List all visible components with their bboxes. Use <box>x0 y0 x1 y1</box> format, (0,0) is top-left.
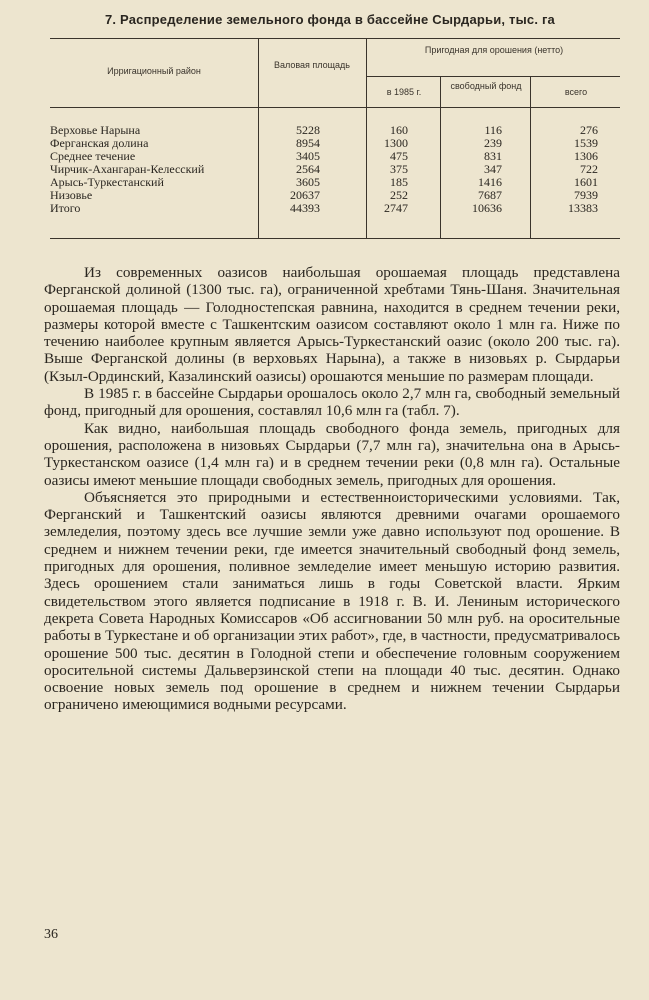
region-name: Среднее течение <box>50 150 136 163</box>
irrigated-1985-value: 375 <box>390 162 408 176</box>
page-number: 36 <box>44 927 58 942</box>
irrigated-1985-value: 475 <box>390 149 408 163</box>
table-row <box>50 150 620 163</box>
irrigated-1985-value: 252 <box>390 188 408 202</box>
gross-area-value: 5228 <box>296 123 320 137</box>
total-value: 276 <box>580 123 598 137</box>
table-row-total <box>50 202 620 215</box>
free-fund-value: 1416 <box>478 175 502 189</box>
total-value: 722 <box>580 162 598 176</box>
irrigated-1985-value: 160 <box>390 123 408 137</box>
free-fund-value: 347 <box>484 162 502 176</box>
table-row <box>50 137 620 150</box>
gross-area-value: 20637 <box>290 188 320 202</box>
header-1985: в 1985 г. <box>386 87 422 97</box>
table-row <box>50 189 620 202</box>
table-bottom-rule <box>50 238 620 239</box>
paragraph: Объясняется это природными и естественноисторическими условиями. Так, Ферганский и Ташкентский оазисы являются древними очагами орошаемого земледелия, поэтому здесь все лучшие земли уже давно используют под орошение. В среднем и нижнем течении реки, где имеется значительный свободный фонд земель, пригодных для орошения, поливное земледелие имеет меньшую историю развития. Здесь орошением стали заниматься лишь в годы Советской власти. Ярким свидетельством этого является подписание в 1918 г. В. И. Лениным исторического декрета Совета Народных Комиссаров «Об ассигновании 50 млн руб. на оросительные работы в Туркестане и об организации этих работ», где, в частности, предусматривалось орошение 500 тыс. десятин в Голодной степи и обеспечение головным сооружением оросительной системы Дальверзинской степи на площади 40 тыс. десятин. Однако освоение новых земель под орошение в среднем и нижнем течении Сырдарьи ограничено имеющимися водными ресурсами. <box>44 488 620 714</box>
table-header-rule <box>50 107 620 108</box>
free-fund-value: 116 <box>484 123 502 137</box>
paragraph: Из современных оазисов наибольшая орошаемая площадь представлена Ферганской долиной (1300 тыс. га), ограниченной хребтами Тянь-Шаня. Значительная орошаемая площадь — Голодностепская равнина, находится в среднем течении реки, размеры которой вместе с Ташкентским оазисом составляют около 1 млн га. Ниже по течению наиболее крупным является Арысь-Туркестанский оазис (около 200 тыс. га). Выше Ферганской долины (в верховьях Нарына), а также в низовьях р. Сырдарьи (Кзыл-Ординский, Казалинский оазисы) орошаются меньшие по размерам площади. <box>44 264 620 385</box>
table-row <box>50 163 620 176</box>
gross-area-value: 2564 <box>296 162 320 176</box>
gross-area-value: 8954 <box>296 136 320 150</box>
total-value: 1539 <box>574 136 598 150</box>
gross-area-value: 3605 <box>296 175 320 189</box>
table-body <box>50 124 620 215</box>
total-value: 7939 <box>574 188 598 202</box>
header-gross-area: Валовая площадь <box>273 60 350 70</box>
header-free-fund: свободный фонд <box>450 81 522 91</box>
table-row <box>50 124 620 137</box>
region-name: Чирчик-Ахангаран-Келесский <box>50 163 205 176</box>
body-text <box>44 264 620 714</box>
paragraph: Как видно, наибольшая площадь свободного фонда земель, пригодных для орошения, расположена в низовьях Сырдарьи (7,7 млн га), значительна она в Арысь-Туркестанском оазисе (1,4 млн га) и в среднем течении реки (0,8 млн га). Остальные оазисы имеют меньшие площади свободных земель, пригодных для орошения. <box>44 419 620 489</box>
region-name: Итого <box>50 202 81 215</box>
irrigated-1985-value: 2747 <box>384 201 408 215</box>
gross-area-value: 3405 <box>296 149 320 163</box>
header-total: всего <box>564 87 588 97</box>
region-name: Верховье Нарына <box>50 124 141 137</box>
irrigated-1985-value: 185 <box>390 175 408 189</box>
table-group-rule <box>367 76 620 77</box>
paragraph: В 1985 г. в бассейне Сырдарьи орошалось около 2,7 млн га, свободный земельный фонд, пригодный для орошения, составлял 10,6 млн га (табл. 7). <box>44 385 620 420</box>
header-region: Ирригационный район <box>107 66 201 76</box>
gross-area-value: 44393 <box>290 201 320 215</box>
total-value: 1601 <box>574 175 598 189</box>
total-value: 13383 <box>568 201 598 215</box>
free-fund-value: 7687 <box>478 188 502 202</box>
region-name: Низовье <box>50 189 93 202</box>
region-name: Арысь-Туркестанский <box>50 176 164 189</box>
table-title: 7. Распределение земельного фонда в бассейне Сырдарьи, тыс. га <box>105 12 555 27</box>
irrigated-1985-value: 1300 <box>384 136 408 150</box>
table-row <box>50 176 620 189</box>
free-fund-value: 831 <box>484 149 502 163</box>
header-irrigable-group: Пригодная для орошения (нетто) <box>424 45 564 55</box>
free-fund-value: 239 <box>484 136 502 150</box>
region-name: Ферганская долина <box>50 137 149 150</box>
total-value: 1306 <box>574 149 598 163</box>
table-top-rule <box>50 38 620 39</box>
free-fund-value: 10636 <box>472 201 502 215</box>
